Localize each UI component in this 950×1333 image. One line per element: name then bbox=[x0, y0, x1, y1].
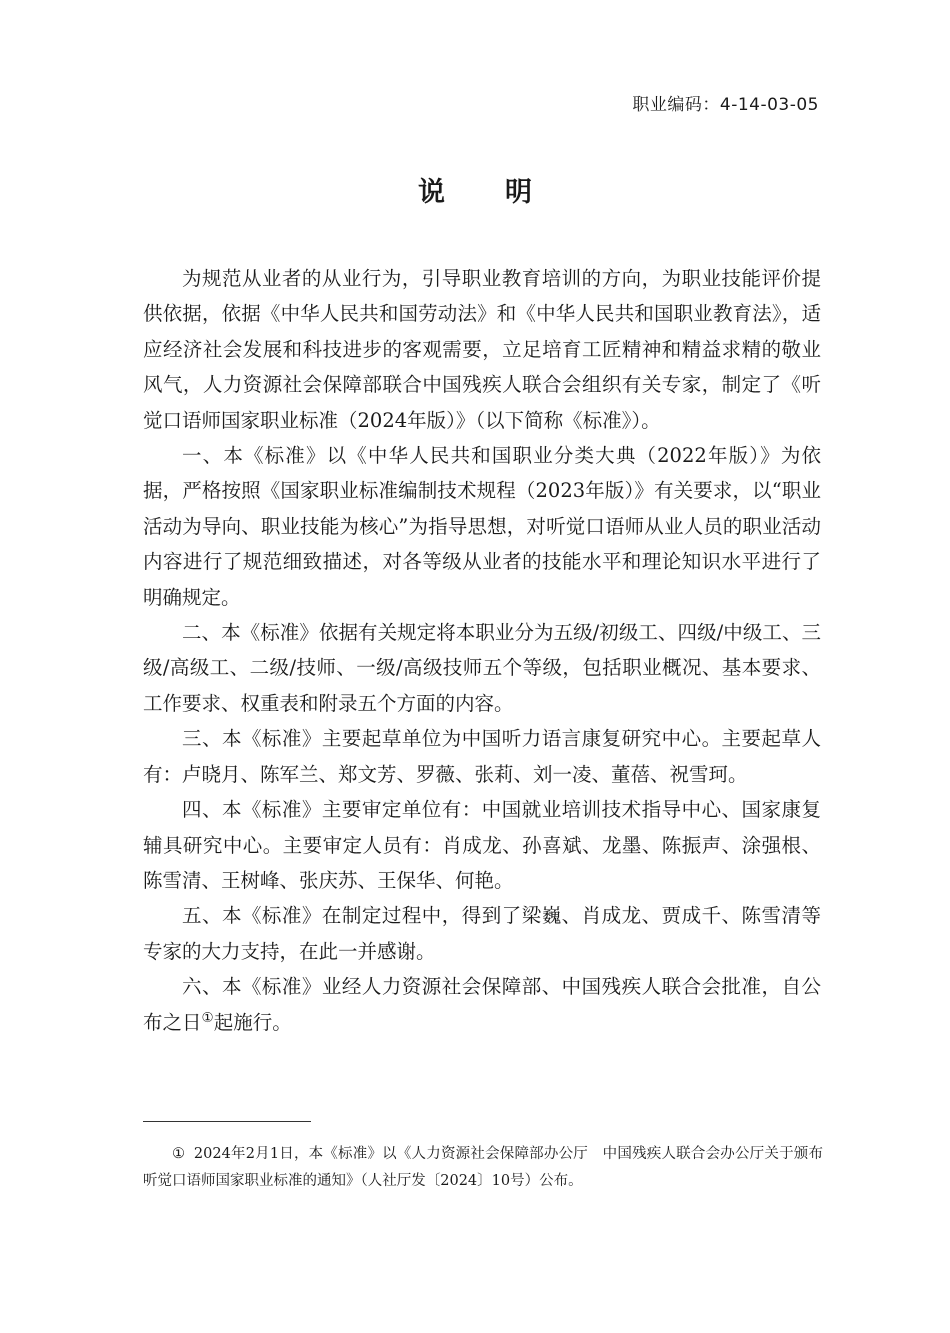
paragraph-6-text: 六、本《标准》业经人力资源社会保障部、中国残疾人联合会批准，自公布之日 bbox=[143, 975, 821, 1034]
footnote-reference[interactable]: ① bbox=[201, 1009, 214, 1026]
paragraph-3: 三、本《标准》主要起草单位为中国听力语言康复研究中心。主要起草人有：卢晓月、陈军兰、郑文芳、罗薇、张莉、刘一凌、董蓓、祝雪珂。 bbox=[143, 727, 821, 786]
page-title: 说明 bbox=[418, 177, 592, 208]
paragraph-5: 五、本《标准》在制定过程中，得到了梁巍、肖成龙、贾成千、陈雪清等专家的大力支持，在此一并感谢。 bbox=[143, 904, 821, 963]
paragraph-6-text-end: 起施行。 bbox=[213, 1010, 292, 1034]
paragraph-2: 二、本《标准》依据有关规定将本职业分为五级/初级工、四级/中级工、三级/高级工、二级/技师、一级/高级技师五个等级，包括职业概况、基本要求、工作要求、权重表和附录五个方面的内容。 bbox=[143, 621, 821, 715]
document-body bbox=[143, 261, 821, 1040]
intro-paragraph: 为规范从业者的从业行为，引导职业教育培训的方向，为职业技能评价提供依据，依据《中华人民共和国劳动法》和《中华人民共和国职业教育法》，适应经济社会发展和科技进步的客观需要，立足培育工匠精神和精益求精的敬业风气，人力资源社会保障部联合中国残疾人联合会组织有关专家，制定了《听觉口语师国家职业标准（2024年版）》（以下简称《标准》）。 bbox=[143, 267, 821, 432]
footnote-text: 2024年2月1日，本《标准》以《人力资源社会保障部办公厅 中国残疾人联合会办公厅关于颁布听觉口语师国家职业标准的通知》（人社厅发〔2024〕10号）公布。 bbox=[143, 1146, 823, 1189]
footnote-paragraph bbox=[143, 1141, 823, 1195]
occupation-code: 职业编码：4-14-03-05 bbox=[632, 95, 819, 115]
paragraph-4: 四、本《标准》主要审定单位有：中国就业培训技术指导中心、国家康复辅具研究中心。主要审定人员有：肖成龙、孙喜斌、龙墨、陈振声、涂强根、陈雪清、王树峰、张庆苏、王保华、何艳。 bbox=[143, 798, 821, 892]
footnote-marker: ① bbox=[172, 1146, 186, 1162]
paragraph-6 bbox=[143, 969, 821, 1040]
footnote-divider bbox=[143, 1121, 311, 1122]
paragraph-1: 一、本《标准》以《中华人民共和国职业分类大典（2022年版）》为依据，严格按照《国家职业标准编制技术规程（2023年版）》有关要求，以“职业活动为导向、职业技能为核心”为指导思想，对听觉口语师从业人员的职业活动内容进行了规范细致描述，对各等级从业者的技能水平和理论知识水平进行了明确规定。 bbox=[143, 444, 821, 609]
footnote bbox=[143, 1141, 823, 1195]
